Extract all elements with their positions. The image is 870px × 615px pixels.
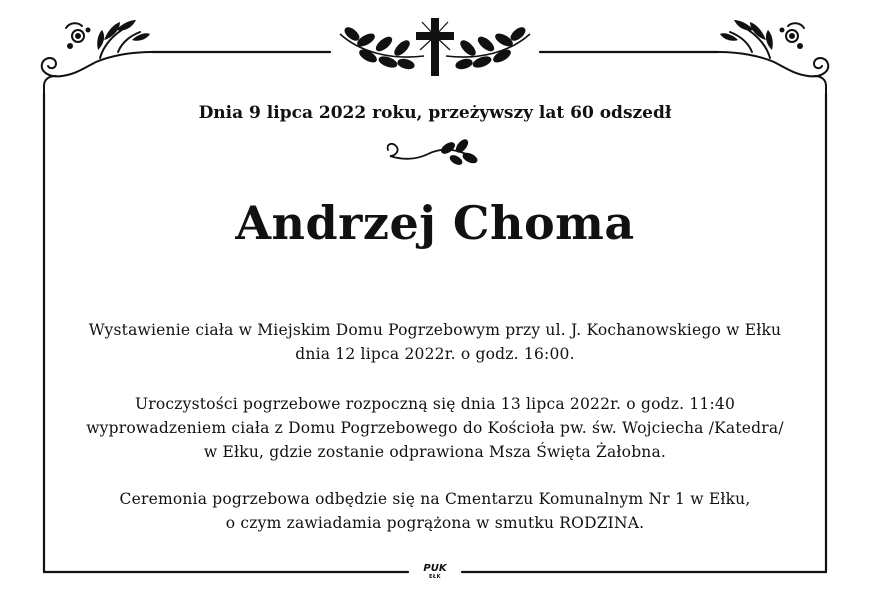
logo-main-text: PUK (423, 563, 447, 574)
text-line: wyprowadzeniem ciała z Domu Pogrzebowego do Kościoła pw. św. Wojciecha /Katedra/ (86, 419, 784, 437)
leaf-sprig-icon (388, 138, 478, 165)
cross-icon (416, 18, 454, 76)
viewing-info-paragraph (60, 318, 810, 366)
death-announcement-header: Dnia 9 lipca 2022 roku, przeżywszy lat 60 odszedł (198, 103, 672, 123)
text-line: w Ełku, gdzie zostanie odprawiona Msza Święta Żałobna. (203, 443, 667, 461)
text-line: Uroczystości pogrzebowe rozpoczną się dnia 13 lipca 2022r. o godz. 11:40 (134, 395, 736, 413)
laurel-branch-icon (340, 26, 424, 70)
corner-flourish-icon (718, 20, 828, 94)
deceased-name: Andrzej Choma (235, 196, 635, 250)
logo-sub-text: EŁK (428, 574, 441, 580)
puk-logo (413, 563, 457, 580)
text-line: o czym zawiadamia pogrążona w smutku RODZINA. (225, 514, 645, 532)
laurel-branch-icon (446, 26, 530, 70)
ceremony-info-paragraph (60, 392, 810, 464)
burial-info-paragraph (60, 487, 810, 535)
text-line: dnia 12 lipca 2022r. o godz. 16:00. (295, 345, 575, 363)
corner-flourish-icon (42, 20, 152, 94)
text-line: Ceremonia pogrzebowa odbędzie się na Cmentarzu Komunalnym Nr 1 w Ełku, (119, 490, 751, 508)
text-line: Wystawienie ciała w Miejskim Domu Pogrzebowym przy ul. J. Kochanowskiego w Ełku (88, 321, 782, 339)
